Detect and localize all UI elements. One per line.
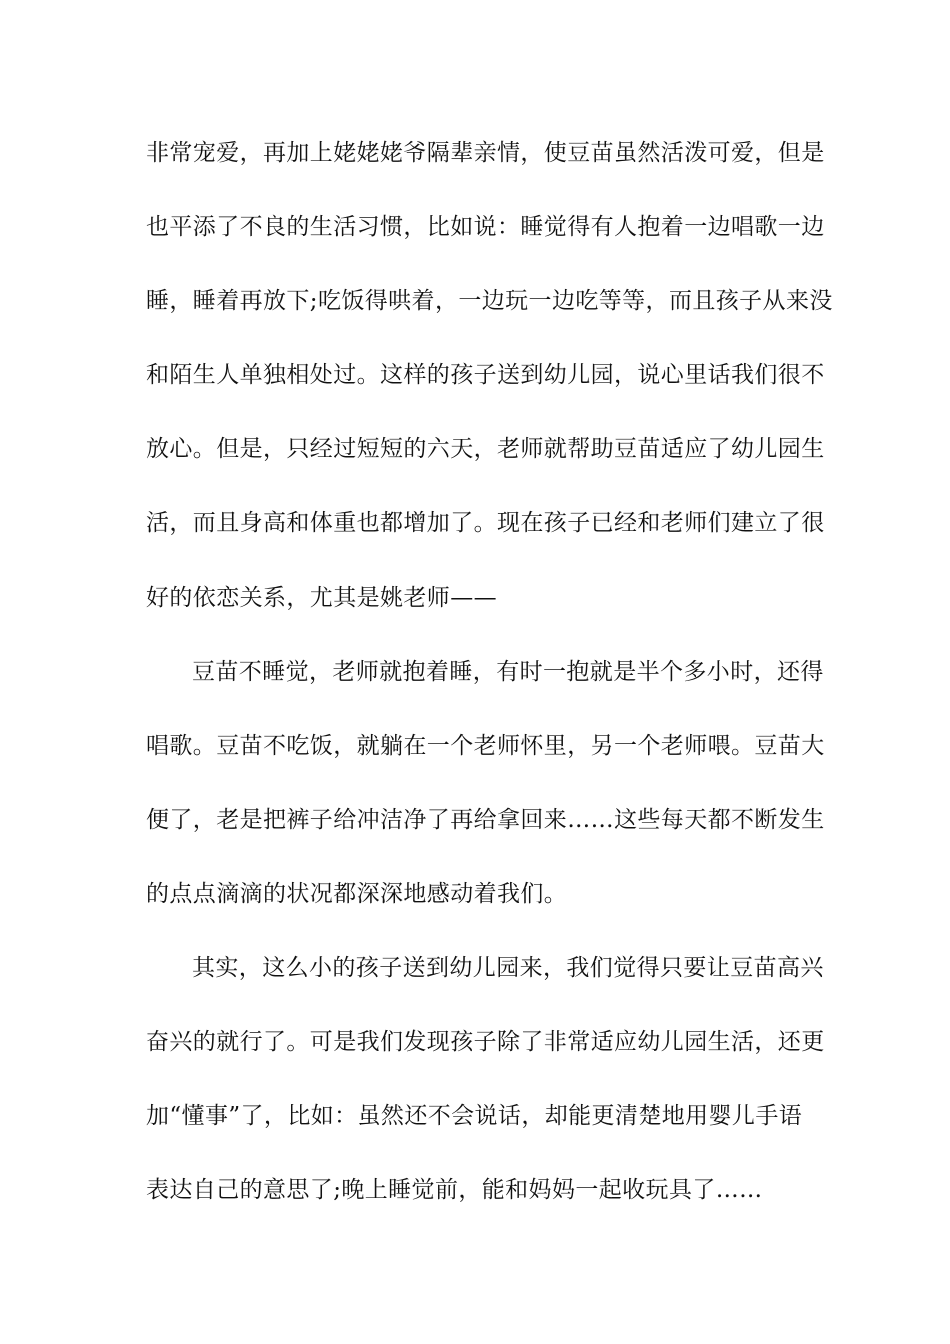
paragraph-1-line-5: 放心。但是，只经过短短的六天，老师就帮助豆苗适应了幼儿园生 — [146, 436, 825, 463]
paragraph-2-line-1: 豆苗不睡觉，老师就抱着睡，有时一抱就是半个多小时，还得 — [192, 658, 824, 685]
paragraph-3-line-4: 表达自己的意思了;晚上睡觉前，能和妈妈一起收玩具了…… — [146, 1177, 763, 1204]
paragraph-1-line-3: 睡，睡着再放下;吃饭得哄着，一边玩一边吃等等，而且孩子从来没 — [146, 288, 833, 315]
paragraph-2-line-2: 唱歌。豆苗不吃饭，就躺在一个老师怀里，另一个老师喂。豆苗大 — [146, 732, 825, 759]
paragraph-3-line-3: 加“懂事”了，比如：虽然还不会说话，却能更清楚地用婴儿手语 — [146, 1103, 803, 1130]
paragraph-3-line-1: 其实，这么小的孩子送到幼儿园来，我们觉得只要让豆苗高兴 — [192, 955, 824, 982]
paragraph-1-line-1: 非常宠爱，再加上姥姥姥爷隔辈亲情，使豆苗虽然活泼可爱，但是 — [146, 140, 825, 166]
document-body — [146, 131, 833, 1242]
paragraph-2-line-3: 便了，老是把裤子给冲洁净了再给拿回来……这些每天都不断发生 — [146, 806, 825, 833]
paragraph-1-line-4: 和陌生人单独相处过。这样的孩子送到幼儿园，说心里话我们很不 — [146, 362, 825, 389]
paragraph-1-line-7: 好的依恋关系，尤其是姚老师—— — [146, 584, 497, 611]
paragraph-1-line-6: 活，而且身高和体重也都增加了。现在孩子已经和老师们建立了很 — [146, 510, 825, 537]
paragraph-3-line-2: 奋兴的就行了。可是我们发现孩子除了非常适应幼儿园生活，还更 — [146, 1029, 825, 1056]
paragraph-2-line-4: 的点点滴滴的状况都深深地感动着我们。 — [146, 880, 568, 907]
paragraph-1-line-2: 也平添了不良的生活习惯，比如说：睡觉得有人抱着一边唱歌一边 — [146, 214, 825, 241]
